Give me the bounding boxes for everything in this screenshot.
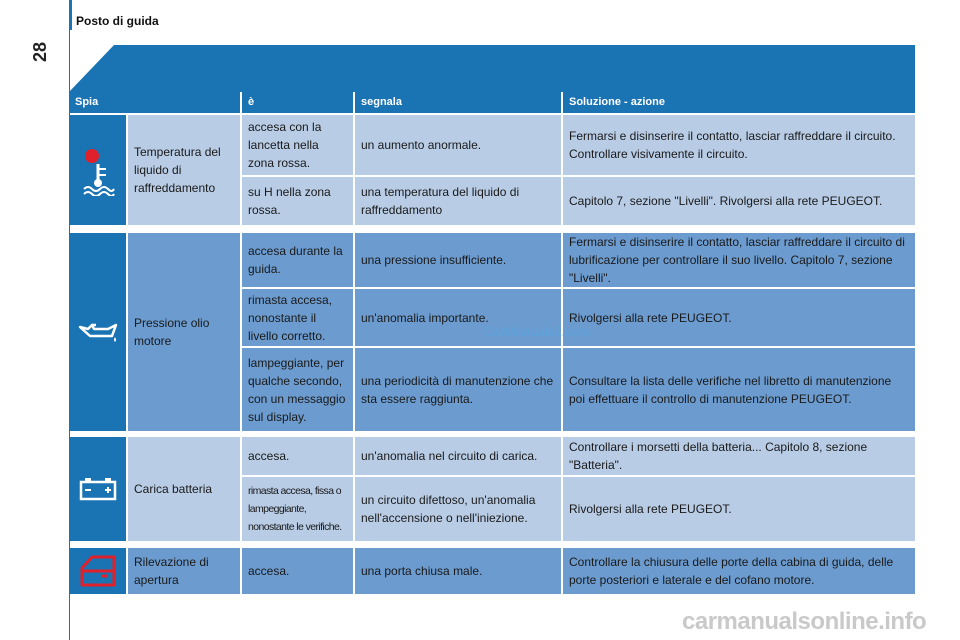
col-header-stato: è xyxy=(242,92,353,113)
table-cell-state: accesa con la lancetta nella zona rossa. xyxy=(242,115,353,175)
header-banner xyxy=(69,45,915,92)
table-cell-signal: un'anomalia importante. xyxy=(355,289,561,346)
table-cell-state: accesa durante la guida. xyxy=(242,233,353,287)
table-cell-action: Rivolgersi alla rete PEUGEOT. xyxy=(563,289,915,346)
table-cell-signal: una periodicità di manutenzione che sta essere raggiunta. xyxy=(355,348,561,431)
table-cell-action: Fermarsi e disinserire il contatto, lasciar raffreddare il circuito di lubrificazione per controllare il suo livello. Capitolo 7, sezione "Livelli". xyxy=(563,233,915,287)
top-rule xyxy=(69,0,72,30)
warning-name-door: Rilevazione di apertura xyxy=(128,548,240,594)
col-header-spia: Spia xyxy=(69,92,240,113)
footer-watermark: carmanualsonline.info xyxy=(682,608,927,635)
coolant-temperature-icon xyxy=(69,115,126,225)
table-cell-action: Capitolo 7, sezione "Livelli". Rivolgersi alla rete PEUGEOT. xyxy=(563,177,915,225)
table-cell-state: lampeggiante, per qualche secondo, con un messaggio sul display. xyxy=(242,348,353,431)
table-cell-state: rimasta accesa, fissa o lampeggiante, nonostante le verifiche. xyxy=(242,477,353,541)
col-header-segnala: segnala xyxy=(355,92,561,113)
watermark: CarManuals2.com xyxy=(484,324,590,339)
table-cell-signal: un circuito difettoso, un'anomalia nell'accensione o nell'iniezione. xyxy=(355,477,561,541)
table-cell-action: Controllare la chiusura delle porte della cabina di guida, delle porte posteriori e laterale e del cofano motore. xyxy=(563,548,915,594)
table-cell-state: accesa. xyxy=(242,548,353,594)
table-cell-signal: una pressione insufficiente. xyxy=(355,233,561,287)
battery-icon xyxy=(69,437,126,541)
table-cell-action: Fermarsi e disinserire il contatto, lasciar raffreddare il circuito. Controllare visivamente il circuito. xyxy=(563,115,915,175)
table-cell-signal: un aumento anormale. xyxy=(355,115,561,175)
table-cell-action: Rivolgersi alla rete PEUGEOT. xyxy=(563,477,915,541)
table-cell-signal: una porta chiusa male. xyxy=(355,548,561,594)
warning-name-battery: Carica batteria xyxy=(128,437,240,541)
section-title: Posto di guida xyxy=(76,14,159,28)
oil-pressure-icon xyxy=(69,233,126,431)
warning-name-temperature: Temperatura del liquido di raffreddamento xyxy=(128,115,240,225)
table-cell-state: accesa. xyxy=(242,437,353,475)
table-cell-signal: una temperatura del liquido di raffreddamento xyxy=(355,177,561,225)
table-cell-state: su H nella zona rossa. xyxy=(242,177,353,225)
col-header-soluzione: Soluzione - azione xyxy=(563,92,915,113)
table-cell-signal: un'anomalia nel circuito di carica. xyxy=(355,437,561,475)
table-cell-state: rimasta accesa, nonostante il livello corretto. xyxy=(242,289,353,346)
page-number: 28 xyxy=(30,41,50,62)
table-cell-action: Controllare i morsetti della batteria... Capitolo 8, sezione "Batteria". xyxy=(563,437,915,475)
table-cell-action: Consultare la lista delle verifiche nel libretto di manutenzione poi effettuare il controllo di manutenzione PEUGEOT. xyxy=(563,348,915,431)
warning-name-oil-pressure: Pressione olio motore xyxy=(128,233,240,431)
door-open-icon xyxy=(69,548,126,594)
